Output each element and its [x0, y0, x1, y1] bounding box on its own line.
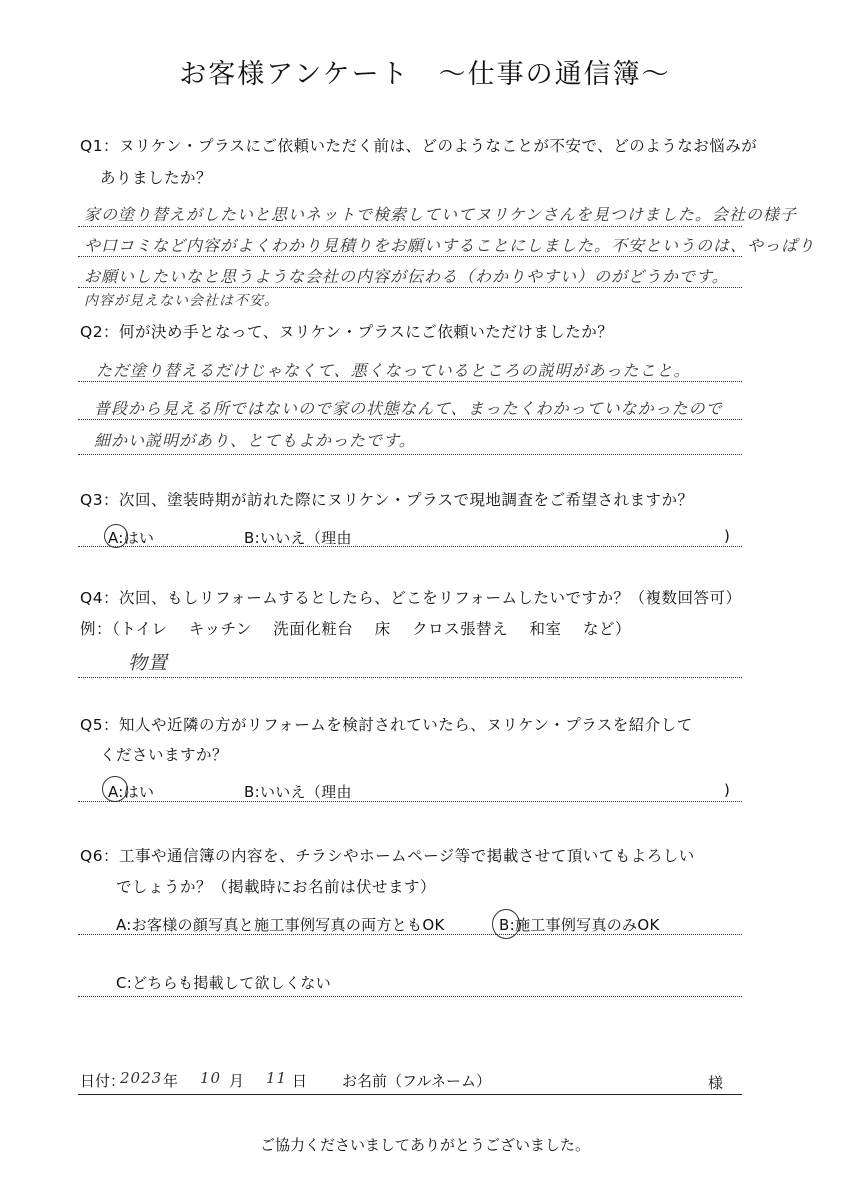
q6-option-a[interactable]: A:お客様の顔写真と施工事例写真の両方ともOK [116, 916, 445, 934]
q2-answer-line: ただ塗り替えるだけじゃなくて、悪くなっているところの説明があったこと。 [96, 361, 691, 380]
q3-option-no[interactable]: B:いいえ（理由 [244, 529, 352, 547]
q1-question: Q1：ヌリケン・プラスにご依頼いただく前は、どのようなことが不安で、どのようなお悩みが [80, 137, 758, 155]
q5-option-no[interactable]: B:いいえ（理由 [244, 783, 352, 801]
date-month-unit: 月 [229, 1072, 245, 1090]
q6-option-c[interactable]: C:どちらも掲載して欲しくない [116, 974, 332, 992]
name-honorific: 様 [708, 1074, 724, 1092]
page-title: お客様アンケート ～仕事の通信簿～ [179, 59, 671, 90]
answer-line-divider [78, 256, 742, 257]
q6-option-b[interactable]: B:施工事例写真のみOK [499, 916, 660, 934]
signature-line [78, 1094, 742, 1095]
answer-line-divider [78, 287, 742, 288]
answer-line-divider [78, 546, 742, 547]
q3-question: Q3：次回、塗装時期が訪れた際にヌリケン・プラスで現地調査をご希望されますか？ [80, 491, 694, 509]
name-label: お名前（フルネーム） [342, 1072, 491, 1090]
q5-question-cont: くださいますか？ [100, 746, 229, 764]
date-year: 2023 [120, 1069, 163, 1087]
q3-reason-close: ) [724, 527, 731, 545]
date-day-unit: 日 [292, 1072, 308, 1090]
answer-line-divider [78, 226, 742, 227]
date-label: 日付： [80, 1072, 126, 1090]
answer-line-divider [78, 801, 742, 802]
answer-line-divider [78, 381, 742, 382]
date-month: 10 [200, 1069, 222, 1087]
q6-question: Q6：工事や通信簿の内容を、チラシやホームページ等で掲載させて頂いてもよろしい [80, 847, 695, 865]
q2-answer-line: 普段から見える所ではないので家の状態なんて、まったくわかっていなかったので [94, 399, 723, 418]
date-day: 11 [266, 1069, 288, 1087]
answer-line-divider [78, 934, 742, 935]
q2-question: Q2：何が決め手となって、ヌリケン・プラスにご依頼いただけましたか？ [80, 323, 614, 341]
q1-answer-line: 家の塗り替えがしたいと思いネットで検索していてヌリケンさんを見つけました。会社の様子 [84, 205, 797, 224]
q1-answer-line: 内容が見えない会社は不安。 [84, 293, 279, 309]
q4-answer: 物置 [128, 652, 169, 674]
q5-question: Q5：知人や近隣の方がリフォームを検討されていたら、ヌリケン・プラスを紹介して [80, 716, 693, 734]
q5-option-yes[interactable]: A:はい [108, 783, 155, 801]
q4-examples: 例：（トイレ キッチン 洗面化粧台 床 クロス張替え 和室 など） [80, 620, 631, 638]
answer-line-divider [78, 419, 742, 420]
q2-answer-line: 細かい説明があり、とてもよかったです。 [94, 431, 416, 450]
q1-answer-line: や口コミなど内容がよくわかり見積りをお願いすることにしました。不安というのは、やっぱり [84, 236, 816, 255]
q4-question: Q4：次回、もしリフォームするとしたら、どこをリフォームしたいですか？（複数回答可） [80, 589, 742, 607]
q1-question-cont: ありましたか？ [100, 169, 213, 187]
date-year-unit: 年 [163, 1072, 179, 1090]
q5-reason-close: ) [724, 781, 731, 799]
answer-line-divider [78, 677, 742, 678]
answer-line-divider [78, 996, 742, 997]
q1-answer-line: お願いしたいなと思うような会社の内容が伝わる（わかりやすい）のがどうかです。 [84, 267, 729, 286]
thanks-message: ご協力くださいましてありがとうございました。 [259, 1136, 590, 1154]
answer-line-divider [78, 454, 742, 455]
q6-question-cont: でしょうか？（掲載時にお名前は伏せます） [116, 878, 437, 896]
q3-option-yes[interactable]: A:はい [108, 529, 155, 547]
